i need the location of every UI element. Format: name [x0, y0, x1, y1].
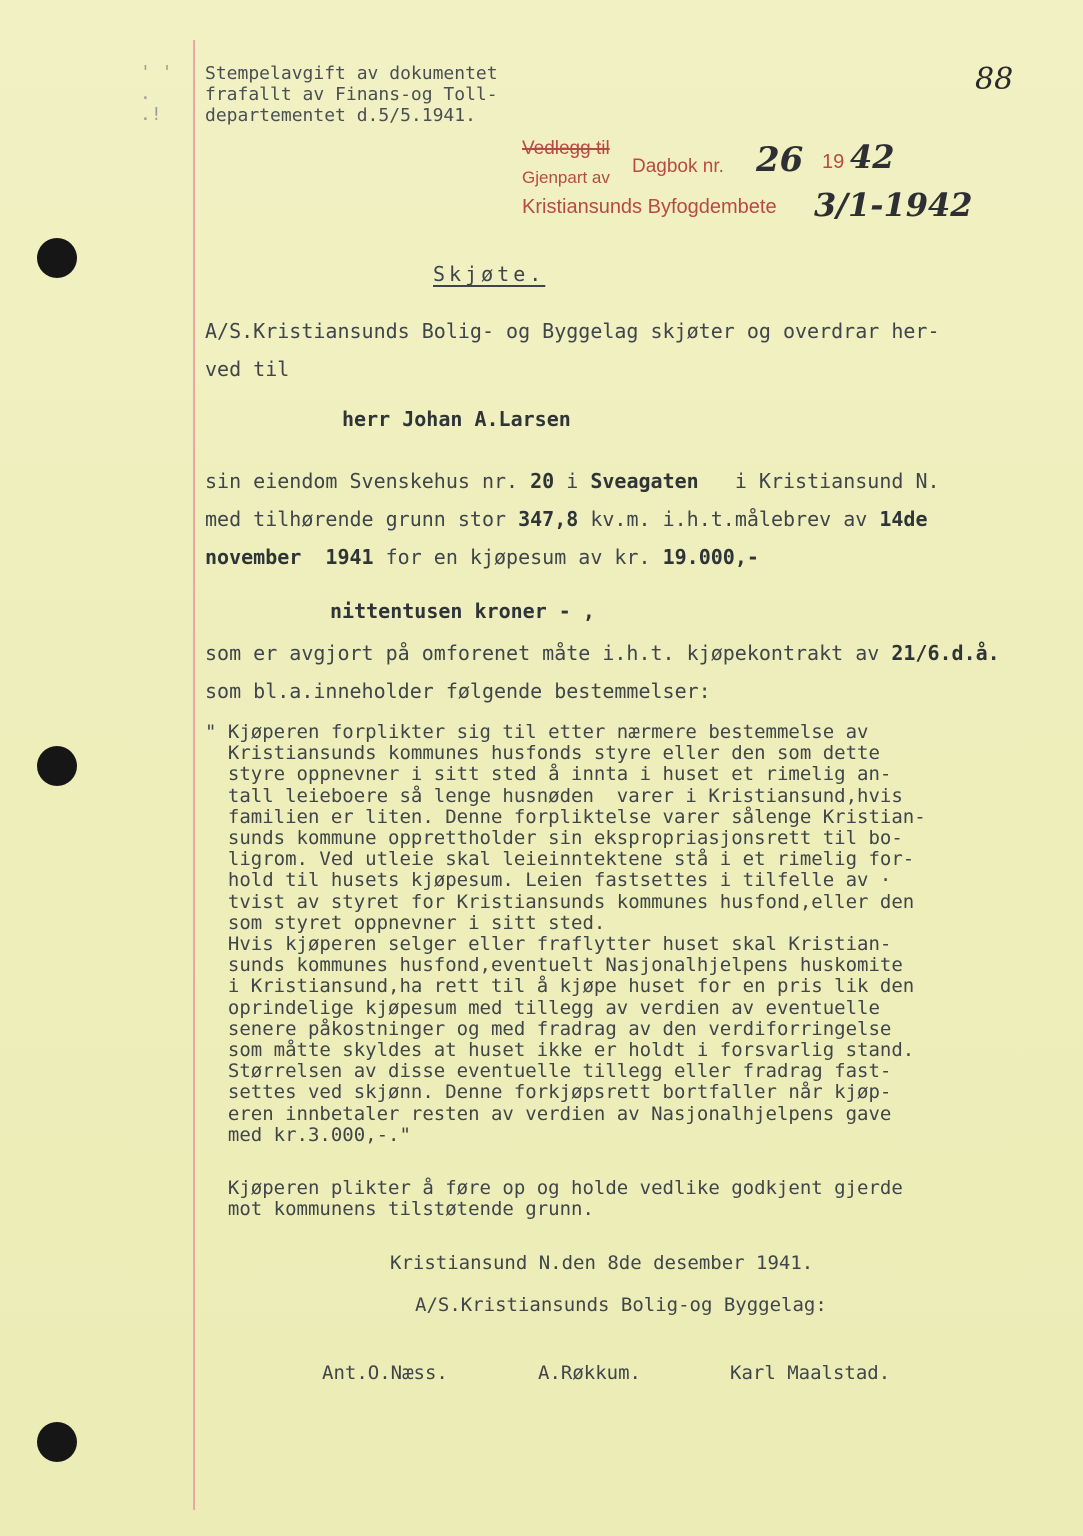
registration-year-handwritten: 42 [850, 138, 895, 176]
property-paragraph: sin eiendom Svenskehus nr. 20 i Sveagaten i Kristiansund N. med tilhørende grunn stor 347,8 kv.m. i.h.t.målebrev av 14de november 1941 for en kjøpesum av kr. 19.000,- [205, 469, 940, 569]
signatory: Ant.O.Næss. [322, 1362, 448, 1384]
agreement-paragraph: som er avgjort på omforenet måte i.h.t. kjøpekontrakt av 21/6.d.å. som bl.a.inneholder følgende bestemmelser: [205, 641, 1000, 703]
signatory: A.Røkkum. [538, 1362, 641, 1384]
intro-paragraph: A/S.Kristiansunds Bolig- og Byggelag skjøter og overdrar her- ved til [205, 319, 940, 381]
buyer-name: herr Johan A.Larsen [342, 407, 571, 431]
registration-date: 3/1-1942 [814, 186, 973, 224]
registration-copy-label: Gjenpart av [522, 168, 610, 187]
dagbok-number: 26 [756, 140, 804, 180]
page-number: 88 [975, 62, 1014, 97]
registration-year-printed: 19 [822, 151, 845, 173]
registration-office: Kristiansunds Byfogdembete [522, 196, 777, 218]
margin-rule [193, 40, 195, 1510]
document-title: Skjøte. [433, 262, 546, 286]
price-in-words: nittentusen kroner - , [330, 599, 595, 623]
registration-struck-label: Vedlegg til [522, 138, 610, 159]
quoted-provisions: " Kjøperen forplikter sig til etter nærmere bestemmelse av Kristiansunds kommunes husfonds styre eller den som dette styre oppnevner i sitt sted å innta i huset et rimelig an- tall leieboere så lenge husnøden varer i Kristiansund,hvis familien er liten. Denne forpliktelse varer sålenge Kristian- sunds kommune opprettholder sin ekspropriasjonsrett til bo- ligrom. Ved utleie skal leieinntektene stå i et rimelig for- hold til husets kjøpesum. Leien fastsettes i tilfelle av · tvist av styret for Kristiansunds kommunes husfond,eller den som styret oppnevner i sitt sted. Hvis kjøperen selger eller fraflytter huset skal Kristian- sunds kommunes husfond,eventuelt Nasjonalhjelpens huskomite i Kristiansund,ha rett til å kjøpe huset for en pris lik den oprindelige kjøpesum med tillegg av verdien av eventuelle senere påkostninger og med fradrag av den verdiforringelse som måtte skyldes at huset ikke er holdt i forsvarlig stand. Størrelsen av disse eventuelle tillegg eller fradrag fast- settes ved skjønn. Denne forkjøpsrett bortfaller når kjøp- eren innbetaler resten av verdien av Nasjonalhjelpens gave med kr.3.000,-." [205, 721, 926, 1146]
registration-dagbok-label: Dagbok nr. [632, 156, 724, 177]
stamp-duty-note: Stempelavgift av dokumentet frafallt av Finans-og Toll- departementet d.5/5.1941. [205, 63, 498, 126]
company-name: A/S.Kristiansunds Bolig-og Byggelag: [415, 1294, 827, 1316]
margin-marks: ' ' . .! [140, 62, 173, 125]
punch-hole [37, 238, 77, 278]
punch-hole [37, 746, 77, 786]
punch-hole [37, 1422, 77, 1462]
signatory: Karl Maalstad. [730, 1362, 891, 1384]
place-and-date: Kristiansund N.den 8de desember 1941. [390, 1252, 814, 1274]
fence-clause: Kjøperen plikter å føre op og holde vedlike godkjent gjerde mot kommunens tilstøtende grunn. [205, 1177, 903, 1221]
